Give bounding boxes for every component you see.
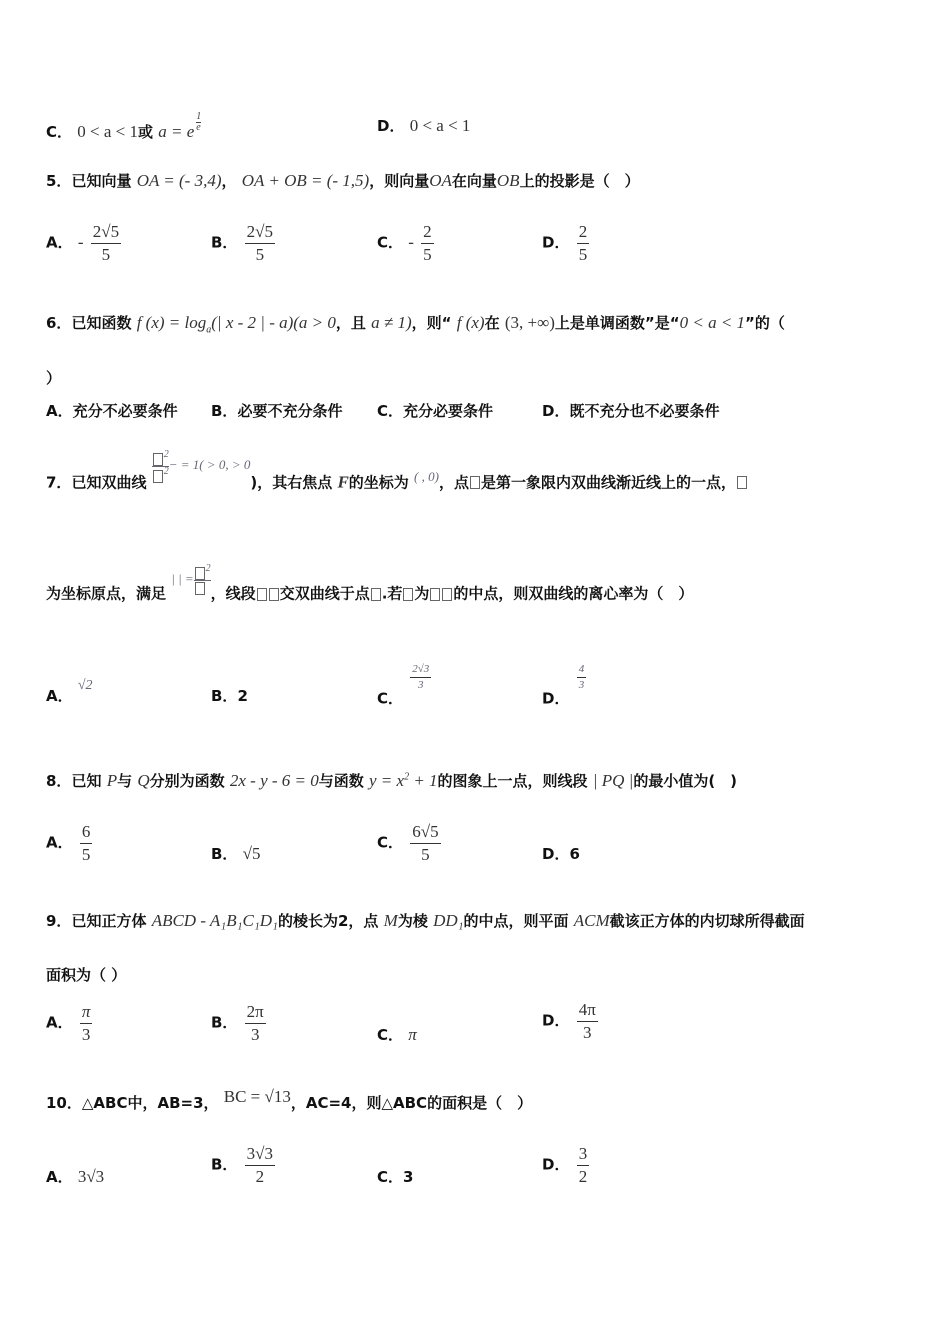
q7-point-box	[470, 476, 480, 489]
q5-option-b-fraction: $\frac{2√5}{5}$	[246, 222, 274, 264]
q7-hyperbola-equation: $\frac{^2}{^2}$ − = 1( > 0, > 0	[152, 457, 251, 472]
q4-option-c: C． 0 < a < 1或 a = e $\frac{1}{e}$	[46, 111, 202, 141]
question-6: 6．已知函数 f $(x) = \log_a(|$ x - 2 | - a)(a > 0，且 a ≠ 1)，则“ f (x)在 (3, +∞)上是单调函数”是“0 < a < 1”的（	[46, 313, 785, 336]
q6-option-d: D．既不充分也不必要条件	[542, 402, 720, 420]
q8-option-d: D．6	[542, 845, 580, 863]
q5-option-d-fraction: $\frac{2}{5}$	[578, 222, 588, 264]
question-9-line2: 面积为（ ）	[46, 966, 127, 984]
question-7-line2: 为坐标原点，满足 | | = $^2$ ，线段 交双曲线于点 .若 为 的中点，则双曲线的离心率为（ ）	[46, 563, 694, 603]
q10-option-b: B． $\frac{3√3}{2}$	[211, 1144, 274, 1186]
q5-vector-oa: OA = (- 3,4)	[136, 171, 222, 190]
q8-option-c: C． $\frac{6√5}{5}$	[377, 822, 439, 864]
question-8: 8．已知 P与 Q分别为函数 2x - y - 6 = 0与函数 $y = x^2 + 1$的图象上一点，则线段 | PQ |的最小值为( )	[46, 771, 738, 790]
q6-function: f $(x) = \log_a(|$ x - 2 | - a)(a > 0	[136, 313, 336, 336]
q8-option-a: A． $\frac{6}{5}$	[46, 822, 91, 864]
question-9: 9．已知正方体 ABCD - A₁B₁C₁D₁的棱长为2，点 M为棱 DD₁的中点，则平面 ACM截该正方体的内切球所得截面	[46, 911, 805, 930]
q4-option-c-exponent: $\frac{1}{e}$	[196, 111, 202, 133]
q9-option-a: A． $\frac{\pi}{3}$	[46, 1002, 91, 1044]
q4-option-c-expr2: a = e	[158, 122, 195, 141]
q8-option-b: B． √5	[211, 844, 261, 863]
q10-option-c: C．3	[377, 1168, 414, 1186]
q4-option-d-expr: 0 < a < 1	[409, 116, 471, 135]
q5-option-b: B． $\frac{2√5}{5}$	[211, 222, 274, 264]
q6-option-c: C．充分必要条件	[377, 402, 494, 420]
q9-option-d: D． $\frac{4\pi}{3}$	[542, 1000, 596, 1042]
q5-vector-sum: OA + OB = (- 1,5)	[241, 171, 370, 190]
q7-origin-box	[737, 476, 747, 489]
q7-option-b: B．2	[211, 687, 248, 705]
q5-option-a: A． - $\frac{2√5}{5}$	[46, 222, 120, 264]
q4-option-d: D． 0 < a < 1	[377, 116, 471, 135]
q10-option-d: D． $\frac{3}{2}$	[542, 1144, 588, 1186]
q7-option-a: A． √2	[46, 678, 93, 705]
question-10: 10．△ABC中，AB=3， BC = √13，AC=4，则△ABC的面积是（ ）	[46, 1087, 533, 1112]
q9-option-c: C． π	[377, 1025, 417, 1044]
q6-option-b: B．必要不充分条件	[211, 402, 343, 420]
q10-option-a: A． 3√3	[46, 1167, 105, 1186]
q7-condition-equation: | | = $^2$	[171, 571, 210, 586]
q5-option-a-fraction: $\frac{2√5}{5}$	[92, 222, 120, 264]
q5-option-d: D． $\frac{2}{5}$	[542, 222, 588, 264]
q9-option-b: B． $\frac{2\pi}{3}$	[211, 1002, 264, 1044]
q4-option-c-expr1: 0 < a < 1	[77, 122, 138, 141]
question-5: 5．已知向量 OA = (- 3,4)， OA + OB = (- 1,5)，则向量OA在向量OB上的投影是（ ）	[46, 171, 640, 190]
question-6-line2: ）	[46, 369, 62, 387]
q7-option-d: D． $\frac{4}{3}$	[542, 663, 585, 708]
q6-option-a: A．充分不必要条件	[46, 402, 178, 420]
q5-option-c: C． - $\frac{2}{5}$	[377, 222, 432, 264]
q7-option-c: C． $\frac{2√3}{3}$	[377, 663, 430, 708]
q5-option-c-fraction: $\frac{2}{5}$	[423, 222, 432, 264]
question-7: 7．已知双曲线 $\frac{^2}{^2}$ − = 1( > 0, > 0)，其右焦点 F的坐标为 ( , 0)，点 是第一象限内双曲线渐近线上的一点，	[46, 468, 748, 501]
